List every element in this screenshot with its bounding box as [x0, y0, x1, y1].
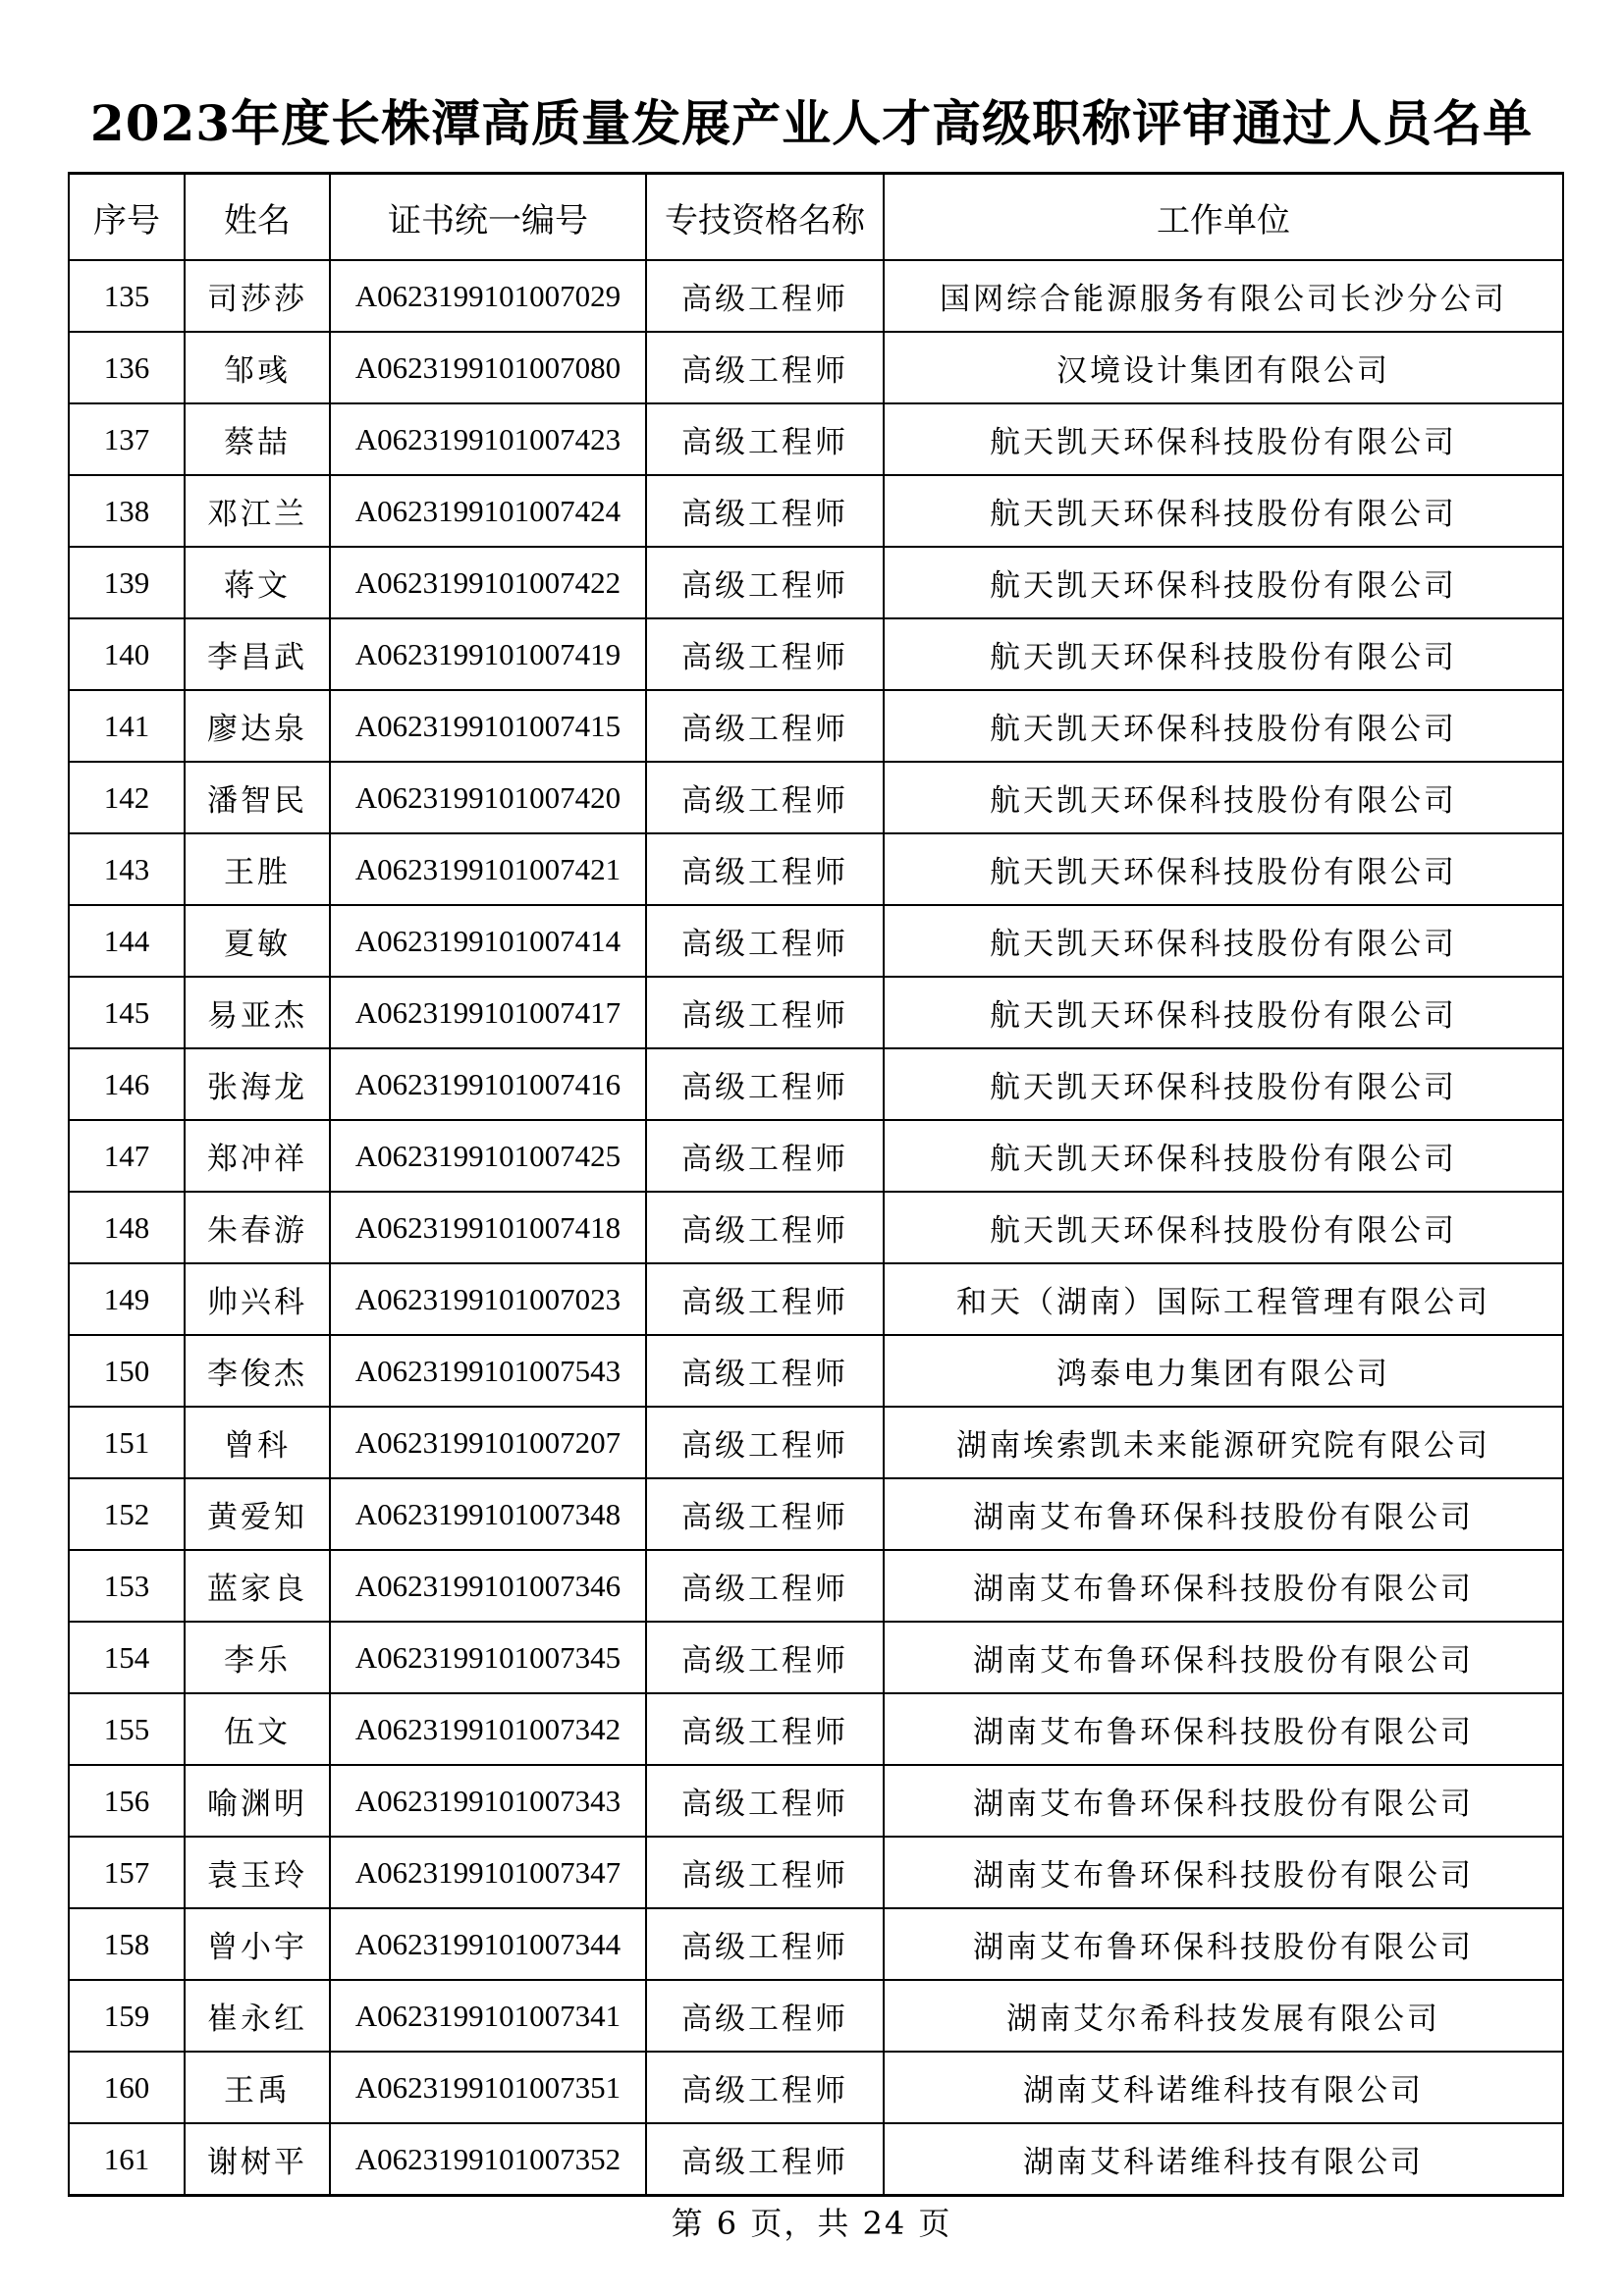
cell-work-unit: 航天凯天环保科技股份有限公司: [884, 403, 1563, 475]
cell-qualification: 高级工程师: [646, 1048, 884, 1120]
cell-work-unit: 航天凯天环保科技股份有限公司: [884, 905, 1563, 977]
cell-cert-number: A0623199101007343: [330, 1765, 646, 1837]
cell-qualification: 高级工程师: [646, 1335, 884, 1407]
cell-work-unit: 湖南艾尔希科技发展有限公司: [884, 1980, 1563, 2052]
cell-seq: 149: [69, 1263, 185, 1335]
cell-seq: 144: [69, 905, 185, 977]
header-cert: 证书统一编号: [330, 174, 646, 261]
cell-name: 李俊杰: [185, 1335, 330, 1407]
cell-qualification: 高级工程师: [646, 1622, 884, 1693]
cell-cert-number: A0623199101007417: [330, 977, 646, 1048]
cell-name: 蔡喆: [185, 403, 330, 475]
cell-seq: 146: [69, 1048, 185, 1120]
header-name: 姓名: [185, 174, 330, 261]
cell-seq: 137: [69, 403, 185, 475]
table-row: [69, 547, 1563, 618]
cell-qualification: 高级工程师: [646, 762, 884, 833]
table-row: [69, 1837, 1563, 1908]
cell-seq: 148: [69, 1192, 185, 1263]
cell-cert-number: A0623199101007351: [330, 2052, 646, 2123]
header-qual: 专技资格名称: [646, 174, 884, 261]
cell-cert-number: A0623199101007419: [330, 618, 646, 690]
cell-work-unit: 国网综合能源服务有限公司长沙分公司: [884, 260, 1563, 332]
cell-name: 郑冲祥: [185, 1120, 330, 1192]
cell-name: 谢树平: [185, 2123, 330, 2196]
cell-work-unit: 湖南艾布鲁环保科技股份有限公司: [884, 1550, 1563, 1622]
cell-work-unit: 汉境设计集团有限公司: [884, 332, 1563, 403]
cell-cert-number: A0623199101007414: [330, 905, 646, 977]
cell-seq: 138: [69, 475, 185, 547]
table-header-row: [69, 174, 1563, 261]
table-row: [69, 1263, 1563, 1335]
cell-name: 邓江兰: [185, 475, 330, 547]
cell-cert-number: A0623199101007347: [330, 1837, 646, 1908]
cell-cert-number: A0623199101007207: [330, 1407, 646, 1478]
cell-seq: 156: [69, 1765, 185, 1837]
page-footer: 第 6 页，共 24 页: [671, 2205, 952, 2242]
cell-name: 廖达泉: [185, 690, 330, 762]
cell-qualification: 高级工程师: [646, 1765, 884, 1837]
cell-qualification: 高级工程师: [646, 690, 884, 762]
table-row: [69, 1765, 1563, 1837]
cell-work-unit: 航天凯天环保科技股份有限公司: [884, 833, 1563, 905]
cell-name: 李乐: [185, 1622, 330, 1693]
cell-seq: 136: [69, 332, 185, 403]
cell-cert-number: A0623199101007423: [330, 403, 646, 475]
cell-seq: 147: [69, 1120, 185, 1192]
cell-name: 易亚杰: [185, 977, 330, 1048]
cell-seq: 135: [69, 260, 185, 332]
cell-cert-number: A0623199101007422: [330, 547, 646, 618]
cell-work-unit: 湖南埃索凯未来能源研究院有限公司: [884, 1407, 1563, 1478]
cell-name: 潘智民: [185, 762, 330, 833]
table-row: [69, 1622, 1563, 1693]
cell-seq: 157: [69, 1837, 185, 1908]
cell-name: 帅兴科: [185, 1263, 330, 1335]
cell-name: 袁玉玲: [185, 1837, 330, 1908]
cell-cert-number: A0623199101007418: [330, 1192, 646, 1263]
cell-work-unit: 航天凯天环保科技股份有限公司: [884, 762, 1563, 833]
cell-work-unit: 湖南艾布鲁环保科技股份有限公司: [884, 1622, 1563, 1693]
cell-cert-number: A0623199101007348: [330, 1478, 646, 1550]
cell-qualification: 高级工程师: [646, 1192, 884, 1263]
cell-work-unit: 航天凯天环保科技股份有限公司: [884, 547, 1563, 618]
cell-qualification: 高级工程师: [646, 1693, 884, 1765]
cell-seq: 159: [69, 1980, 185, 2052]
cell-work-unit: 湖南艾布鲁环保科技股份有限公司: [884, 1837, 1563, 1908]
cell-name: 蓝家良: [185, 1550, 330, 1622]
cell-cert-number: A0623199101007346: [330, 1550, 646, 1622]
cell-cert-number: A0623199101007341: [330, 1980, 646, 2052]
table-row: [69, 332, 1563, 403]
cell-cert-number: A0623199101007425: [330, 1120, 646, 1192]
cell-qualification: 高级工程师: [646, 1550, 884, 1622]
cell-seq: 143: [69, 833, 185, 905]
cell-qualification: 高级工程师: [646, 547, 884, 618]
cell-qualification: 高级工程师: [646, 977, 884, 1048]
cell-qualification: 高级工程师: [646, 260, 884, 332]
cell-work-unit: 航天凯天环保科技股份有限公司: [884, 977, 1563, 1048]
cell-qualification: 高级工程师: [646, 1980, 884, 2052]
table-row: [69, 762, 1563, 833]
table-row: [69, 1908, 1563, 1980]
table-row: [69, 1192, 1563, 1263]
cell-name: 曾科: [185, 1407, 330, 1478]
table-row: [69, 1980, 1563, 2052]
table-row: [69, 1478, 1563, 1550]
cell-name: 邹彧: [185, 332, 330, 403]
cell-cert-number: A0623199101007080: [330, 332, 646, 403]
cell-name: 黄爱知: [185, 1478, 330, 1550]
cell-work-unit: 航天凯天环保科技股份有限公司: [884, 690, 1563, 762]
header-unit: 工作单位: [884, 174, 1563, 261]
table-row: [69, 403, 1563, 475]
cell-qualification: 高级工程师: [646, 1263, 884, 1335]
cell-name: 王禹: [185, 2052, 330, 2123]
cell-cert-number: A0623199101007345: [330, 1622, 646, 1693]
cell-name: 李昌武: [185, 618, 330, 690]
cell-qualification: 高级工程师: [646, 833, 884, 905]
table-row: [69, 1407, 1563, 1478]
cell-cert-number: A0623199101007344: [330, 1908, 646, 1980]
cell-name: 夏敏: [185, 905, 330, 977]
table-row: [69, 1048, 1563, 1120]
cell-qualification: 高级工程师: [646, 2123, 884, 2196]
cell-qualification: 高级工程师: [646, 1837, 884, 1908]
cell-work-unit: 航天凯天环保科技股份有限公司: [884, 1192, 1563, 1263]
cell-name: 张海龙: [185, 1048, 330, 1120]
cell-qualification: 高级工程师: [646, 1407, 884, 1478]
cell-cert-number: A0623199101007415: [330, 690, 646, 762]
table-row: [69, 618, 1563, 690]
cell-work-unit: 航天凯天环保科技股份有限公司: [884, 618, 1563, 690]
cell-seq: 145: [69, 977, 185, 1048]
cell-seq: 152: [69, 1478, 185, 1550]
cell-work-unit: 湖南艾布鲁环保科技股份有限公司: [884, 1693, 1563, 1765]
cell-seq: 140: [69, 618, 185, 690]
cell-cert-number: A0623199101007420: [330, 762, 646, 833]
cell-work-unit: 湖南艾科诺维科技有限公司: [884, 2052, 1563, 2123]
cell-seq: 160: [69, 2052, 185, 2123]
cell-qualification: 高级工程师: [646, 905, 884, 977]
cell-work-unit: 鸿泰电力集团有限公司: [884, 1335, 1563, 1407]
cell-name: 司莎莎: [185, 260, 330, 332]
header-seq: 序号: [69, 174, 185, 261]
table-row: [69, 2052, 1563, 2123]
cell-cert-number: A0623199101007421: [330, 833, 646, 905]
cell-work-unit: 湖南艾科诺维科技有限公司: [884, 2123, 1563, 2196]
cell-name: 伍文: [185, 1693, 330, 1765]
cell-name: 崔永红: [185, 1980, 330, 2052]
cell-cert-number: A0623199101007023: [330, 1263, 646, 1335]
table-row: [69, 1550, 1563, 1622]
table-row: [69, 1120, 1563, 1192]
table-row: [69, 690, 1563, 762]
cell-work-unit: 航天凯天环保科技股份有限公司: [884, 1048, 1563, 1120]
cell-cert-number: A0623199101007424: [330, 475, 646, 547]
cell-work-unit: 航天凯天环保科技股份有限公司: [884, 475, 1563, 547]
cell-seq: 161: [69, 2123, 185, 2196]
table-body: [69, 260, 1563, 2196]
cell-seq: 150: [69, 1335, 185, 1407]
cell-qualification: 高级工程师: [646, 618, 884, 690]
table-row: [69, 977, 1563, 1048]
cell-seq: 142: [69, 762, 185, 833]
cell-seq: 158: [69, 1908, 185, 1980]
cell-work-unit: 湖南艾布鲁环保科技股份有限公司: [884, 1908, 1563, 1980]
cell-seq: 154: [69, 1622, 185, 1693]
cell-work-unit: 湖南艾布鲁环保科技股份有限公司: [884, 1478, 1563, 1550]
cell-cert-number: A0623199101007543: [330, 1335, 646, 1407]
cell-seq: 151: [69, 1407, 185, 1478]
cell-name: 王胜: [185, 833, 330, 905]
cell-qualification: 高级工程师: [646, 332, 884, 403]
page-title: 2023年度长株潭高质量发展产业人才高级职称评审通过人员名单: [89, 94, 1534, 152]
table-row: [69, 475, 1563, 547]
cell-cert-number: A0623199101007029: [330, 260, 646, 332]
table-row: [69, 1693, 1563, 1765]
cell-name: 蒋文: [185, 547, 330, 618]
table-row: [69, 2123, 1563, 2196]
cell-qualification: 高级工程师: [646, 1120, 884, 1192]
cell-work-unit: 航天凯天环保科技股份有限公司: [884, 1120, 1563, 1192]
cell-qualification: 高级工程师: [646, 475, 884, 547]
cell-name: 喻渊明: [185, 1765, 330, 1837]
table-row: [69, 905, 1563, 977]
cell-seq: 139: [69, 547, 185, 618]
cell-name: 朱春游: [185, 1192, 330, 1263]
cell-work-unit: 湖南艾布鲁环保科技股份有限公司: [884, 1765, 1563, 1837]
cell-qualification: 高级工程师: [646, 1478, 884, 1550]
cell-seq: 141: [69, 690, 185, 762]
table-row: [69, 833, 1563, 905]
table-row: [69, 1335, 1563, 1407]
cell-name: 曾小宇: [185, 1908, 330, 1980]
cell-seq: 153: [69, 1550, 185, 1622]
cell-qualification: 高级工程师: [646, 2052, 884, 2123]
cell-work-unit: 和天（湖南）国际工程管理有限公司: [884, 1263, 1563, 1335]
table-row: [69, 260, 1563, 332]
cell-qualification: 高级工程师: [646, 403, 884, 475]
roster-table: [68, 172, 1564, 2197]
cell-qualification: 高级工程师: [646, 1908, 884, 1980]
cell-cert-number: A0623199101007352: [330, 2123, 646, 2196]
cell-seq: 155: [69, 1693, 185, 1765]
cell-cert-number: A0623199101007342: [330, 1693, 646, 1765]
cell-cert-number: A0623199101007416: [330, 1048, 646, 1120]
